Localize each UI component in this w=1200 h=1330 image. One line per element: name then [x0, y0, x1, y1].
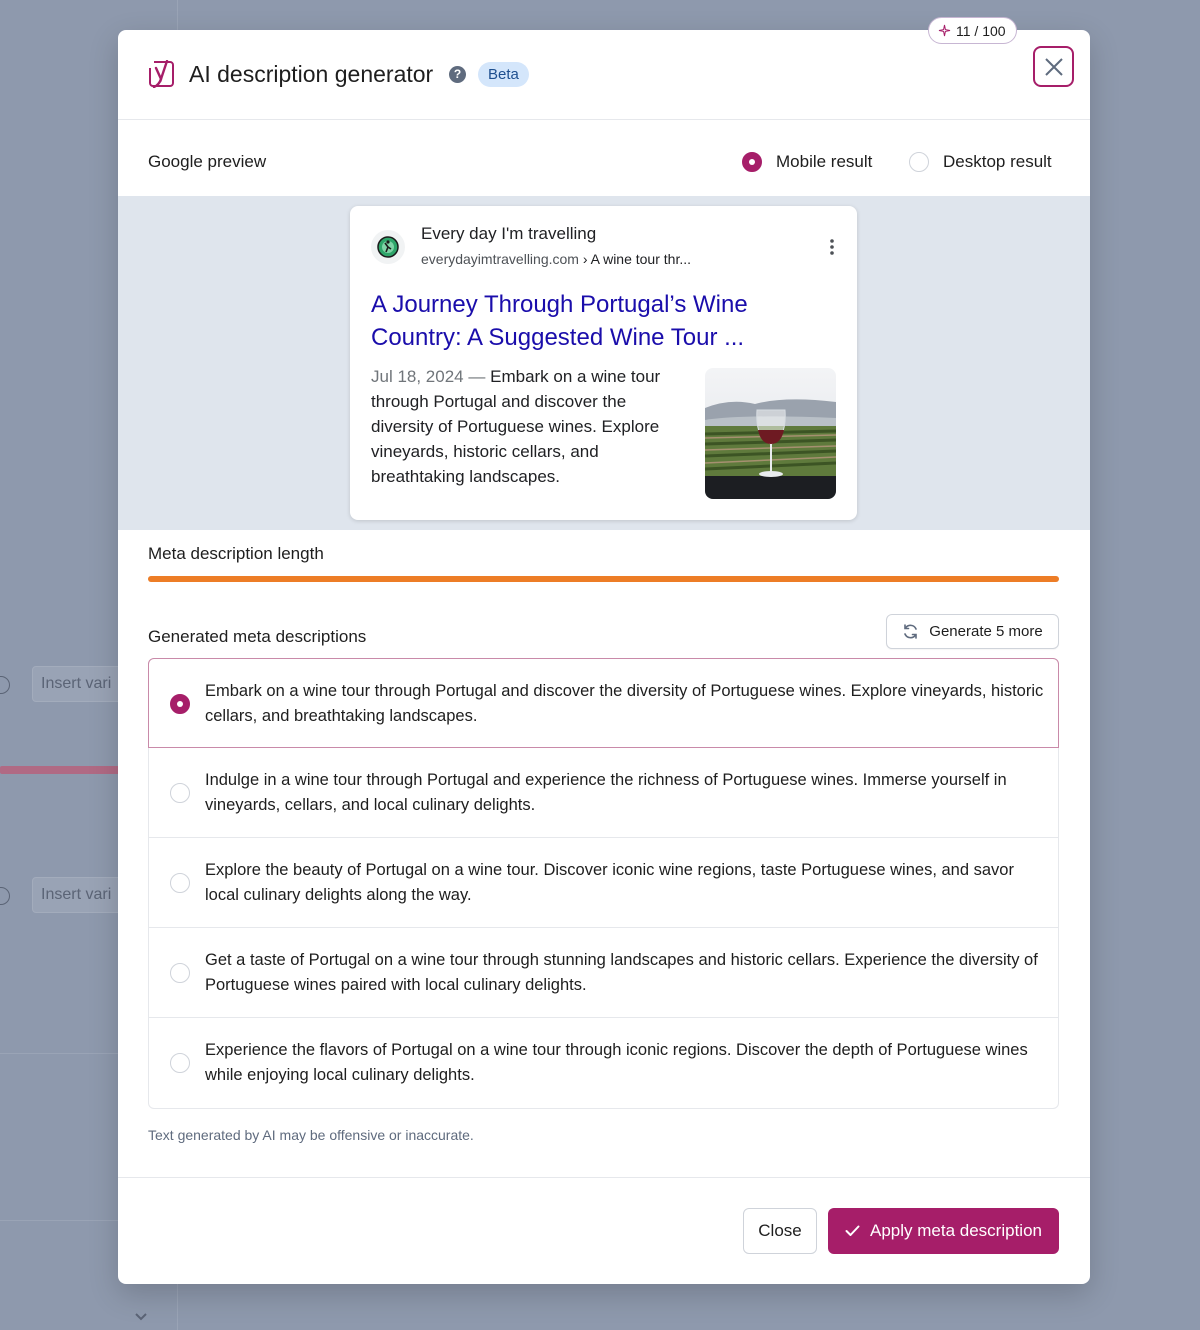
serp-result-card — [350, 206, 857, 520]
chevron-down-icon[interactable] — [134, 1310, 148, 1324]
serp-description-text: Embark on a wine tour through Portugal and discover the diversity of Portuguese wines. Explore vineyards, historic cellars, and breathtaking landscapes. — [371, 367, 661, 486]
close-icon — [1044, 57, 1064, 77]
beta-badge: Beta — [478, 62, 529, 87]
mobile-result-label: Mobile result — [776, 152, 873, 171]
refresh-icon — [902, 623, 919, 640]
radio-button[interactable] — [170, 694, 190, 714]
insert-variable-button[interactable]: Insert vari — [32, 666, 152, 702]
radio-button[interactable] — [170, 873, 190, 893]
meta-length-label: Meta description length — [148, 544, 324, 563]
description-option[interactable] — [148, 658, 1059, 748]
google-preview-area — [118, 196, 1090, 530]
description-options-list — [148, 658, 1059, 1109]
serp-date: Jul 18, 2024 — [371, 367, 464, 386]
preview-mode-row — [118, 120, 1090, 196]
apply-label: Apply meta description — [870, 1221, 1042, 1240]
radio-button[interactable] — [170, 963, 190, 983]
url-breadcrumb: › A wine tour thr... — [582, 251, 692, 267]
serp-title-link[interactable]: A Journey Through Portugal’s Wine Country: A Suggested Wine Tour ... — [371, 291, 748, 351]
modal-header — [118, 22, 1090, 120]
ai-description-modal — [118, 22, 1090, 1284]
more-options-icon[interactable] — [828, 238, 836, 256]
sparkles-icon — [938, 24, 951, 37]
generate-more-button[interactable] — [886, 614, 1059, 649]
google-preview-label: Google preview — [148, 152, 267, 171]
option-text: Get a taste of Portugal on a wine tour through stunning landscapes and historic cellars. Experience the diversity of Portuguese wines paired with local culinary delights. — [205, 951, 1038, 994]
footer-divider — [118, 1177, 1090, 1178]
site-name: Every day I'm travelling — [421, 224, 597, 243]
background-progress-bar — [0, 766, 120, 774]
description-option[interactable] — [149, 928, 1058, 1018]
radio-button[interactable] — [909, 152, 929, 172]
option-text: Embark on a wine tour through Portugal and discover the diversity of Portuguese wines. Explore vineyards, historic cellars, and breathtaking landscapes. — [205, 682, 1044, 725]
generate-more-label: Generate 5 more — [929, 623, 1043, 640]
checkmark-icon — [845, 1225, 860, 1237]
option-text: Explore the beauty of Portugal on a wine tour. Discover iconic wine regions, taste Portuguese wines, and savor local culinary delights along the way. — [205, 861, 1014, 904]
url-domain: everydayimtravelling.com — [421, 251, 579, 267]
meta-length-fill — [148, 576, 1059, 582]
serp-description — [371, 364, 691, 489]
meta-length-bar — [148, 576, 1059, 582]
generated-descriptions-label: Generated meta descriptions — [148, 627, 367, 646]
description-option[interactable] — [149, 838, 1058, 928]
mobile-result-option[interactable] — [742, 152, 872, 172]
option-text: Indulge in a wine tour through Portugal and experience the richness of Portuguese wines. Immerse yourself in vineyards, cellars, and local culinary delights. — [205, 771, 1007, 814]
desktop-result-label: Desktop result — [943, 152, 1052, 171]
desktop-result-option[interactable] — [909, 152, 1052, 172]
description-option[interactable] — [149, 748, 1058, 838]
option-text: Experience the flavors of Portugal on a wine tour through iconic regions. Discover the depth of Portuguese wines while enjoying local culinary delights. — [205, 1041, 1028, 1084]
modal-title: AI description generator — [189, 61, 434, 87]
ai-disclaimer: Text generated by AI may be offensive or inaccurate. — [148, 1127, 474, 1143]
usage-counter-badge — [928, 17, 1017, 44]
radio-button[interactable] — [170, 1053, 190, 1073]
wine-glass-vineyard-image — [705, 368, 836, 499]
close-button[interactable]: Close — [743, 1208, 817, 1254]
serp-separator: — — [468, 367, 486, 386]
close-modal-button[interactable] — [1033, 46, 1074, 87]
description-option[interactable] — [149, 1018, 1058, 1108]
site-url — [421, 251, 691, 267]
globe-icon — [371, 230, 405, 264]
insert-variable-button[interactable]: Insert vari — [32, 877, 152, 913]
help-icon[interactable]: ? — [449, 66, 466, 83]
apply-meta-description-button[interactable] — [828, 1208, 1059, 1254]
usage-count: 11 / 100 — [956, 22, 1006, 39]
radio-button[interactable] — [742, 152, 762, 172]
yoast-logo-icon — [148, 60, 174, 88]
radio-button[interactable] — [170, 783, 190, 803]
